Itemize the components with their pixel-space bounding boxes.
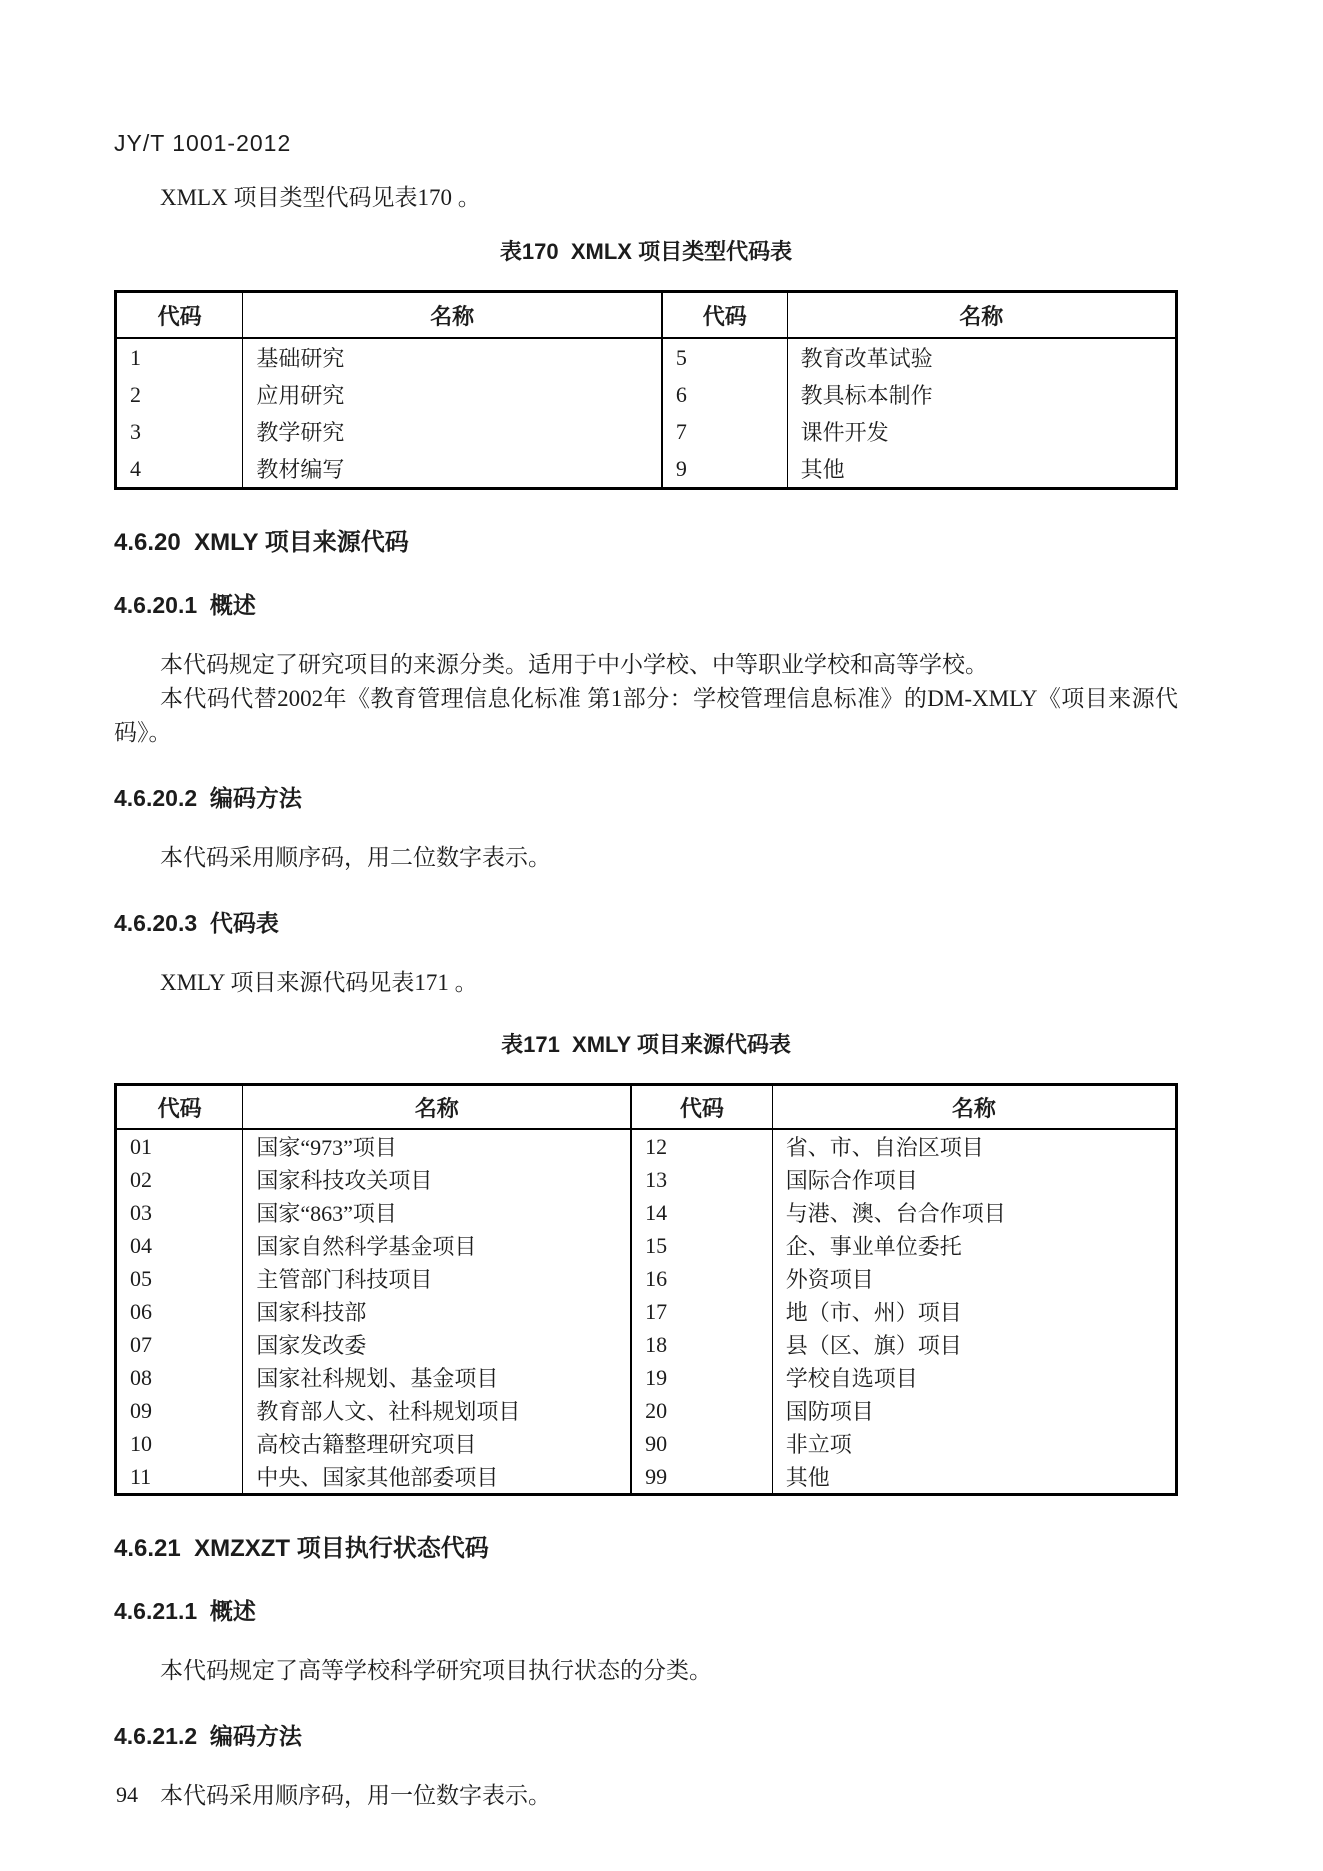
- column-header-code: 代码: [631, 1085, 772, 1130]
- column-header-name: 名称: [243, 292, 662, 339]
- column-header-name: 名称: [772, 1085, 1176, 1130]
- table-cell: 3: [130, 418, 141, 444]
- doc-code: JY/T 1001-2012: [114, 130, 292, 156]
- table-row: [116, 1394, 1177, 1427]
- table-cell: 13: [631, 1163, 772, 1196]
- table-row: [116, 413, 1177, 450]
- table-cell: 05: [130, 1265, 152, 1291]
- table-cell: 教育改革试验: [787, 338, 1176, 376]
- table-cell: 国家“863”项目: [243, 1196, 631, 1229]
- table-row: [116, 338, 1177, 376]
- table-row: [116, 1262, 1177, 1295]
- coding-method-paragraph: 本代码采用顺序码，用一位数字表示。: [160, 1783, 551, 1808]
- column-header-code: 代码: [116, 1085, 243, 1130]
- table-cell: 高校古籍整理研究项目: [243, 1427, 631, 1460]
- table-cell: 主管部门科技项目: [243, 1262, 631, 1295]
- table-cell: 10: [130, 1430, 152, 1456]
- section-4-6-20-3-title: 4.6.20.3 代码表: [114, 910, 279, 936]
- table-cell: 18: [631, 1328, 772, 1361]
- table-cell: 9: [662, 450, 787, 489]
- table-cell: 90: [631, 1427, 772, 1460]
- xmly-project-source-code-table: [114, 1083, 1178, 1496]
- table-cell: 国际合作项目: [772, 1163, 1176, 1196]
- table-cell: 应用研究: [243, 376, 662, 413]
- table-cell: 国家“973”项目: [243, 1129, 631, 1163]
- page-number: 94: [116, 1782, 138, 1807]
- table170-intro: XMLX 项目类型代码见表170 。: [160, 185, 481, 210]
- table-cell: 15: [631, 1229, 772, 1262]
- column-header-code: 代码: [662, 292, 787, 339]
- table-cell: 教育部人文、社科规划项目: [243, 1394, 631, 1427]
- overview-paragraph-1: 本代码规定了研究项目的来源分类。适用于中小学校、中等职业学校和高等学校。: [160, 652, 988, 677]
- table-cell: 04: [130, 1232, 152, 1258]
- table-row: [116, 1196, 1177, 1229]
- table-header-row: [116, 292, 1177, 339]
- table-cell: 06: [130, 1298, 152, 1324]
- table-cell: 16: [631, 1262, 772, 1295]
- table-cell: 教学研究: [243, 413, 662, 450]
- section-4-6-21-1-title: 4.6.21.1 概述: [114, 1598, 256, 1624]
- table-cell: 教材编写: [243, 450, 662, 489]
- table-cell: 01: [130, 1133, 152, 1159]
- table-cell: 09: [130, 1397, 152, 1423]
- table-cell: 教具标本制作: [787, 376, 1176, 413]
- table-cell: 地（市、州）项目: [772, 1295, 1176, 1328]
- table-cell: 7: [662, 413, 787, 450]
- table-row: [116, 450, 1177, 489]
- table-row: [116, 1328, 1177, 1361]
- table-cell: 企、事业单位委托: [772, 1229, 1176, 1262]
- section-4-6-20-1-title: 4.6.20.1 概述: [114, 592, 256, 618]
- table-cell: 课件开发: [787, 413, 1176, 450]
- table-cell: 19: [631, 1361, 772, 1394]
- table170-caption: 表170 XMLX 项目类型代码表: [499, 239, 793, 264]
- table-cell: 17: [631, 1295, 772, 1328]
- table-cell: 1: [130, 344, 141, 370]
- table-cell: 11: [130, 1463, 152, 1489]
- table-row: [116, 1163, 1177, 1196]
- column-header-name: 名称: [243, 1085, 631, 1130]
- section-4-6-21-title: 4.6.21 XMZXZT 项目执行状态代码: [114, 1535, 489, 1562]
- table-cell: 国家自然科学基金项目: [243, 1229, 631, 1262]
- table-cell: 6: [662, 376, 787, 413]
- table-cell: 国家科技攻关项目: [243, 1163, 631, 1196]
- overview-paragraph: 本代码规定了高等学校科学研究项目执行状态的分类。: [160, 1658, 712, 1683]
- table-cell: 03: [130, 1199, 152, 1225]
- table-cell: 12: [631, 1129, 772, 1163]
- column-header-code: 代码: [116, 292, 243, 339]
- table-row: [116, 1295, 1177, 1328]
- table-cell: 14: [631, 1196, 772, 1229]
- table-cell: 08: [130, 1364, 152, 1390]
- column-header-name: 名称: [787, 292, 1176, 339]
- section-4-6-21-2: [114, 1718, 1178, 1813]
- table-cell: 国家科技部: [243, 1295, 631, 1328]
- xmlx-project-type-code-table: [114, 290, 1178, 490]
- table-cell: 其他: [772, 1460, 1176, 1495]
- section-4-6-20-3: [114, 905, 1178, 1000]
- coding-method-paragraph: 本代码采用顺序码，用二位数字表示。: [160, 845, 551, 870]
- table-row: [116, 1229, 1177, 1262]
- section-4-6-21-1: [114, 1593, 1178, 1688]
- table-cell: 其他: [787, 450, 1176, 489]
- table-cell: 学校自选项目: [772, 1361, 1176, 1394]
- section-4-6-21-2-title: 4.6.21.2 编码方法: [114, 1723, 302, 1749]
- table-cell: 国家社科规划、基金项目: [243, 1361, 631, 1394]
- section-4-6-20-2-title: 4.6.20.2 编码方法: [114, 785, 302, 811]
- table-cell: 02: [130, 1166, 152, 1192]
- section-4-6-20-title: 4.6.20 XMLY 项目来源代码: [114, 529, 409, 556]
- table-cell: 与港、澳、台合作项目: [772, 1196, 1176, 1229]
- table-cell: 07: [130, 1331, 152, 1357]
- table-row: [116, 1129, 1177, 1163]
- table-cell: 4: [130, 455, 141, 481]
- table-cell: 国防项目: [772, 1394, 1176, 1427]
- overview-paragraph-2: 本代码代替2002年《教育管理信息化标准 第1部分：学校管理信息标准》的DM-XMLY《项目来源代码》。: [114, 686, 1178, 745]
- table-cell: 2: [130, 381, 141, 407]
- section-4-6-20-1: [114, 587, 1178, 750]
- table-cell: 非立项: [772, 1427, 1176, 1460]
- table-cell: 中央、国家其他部委项目: [243, 1460, 631, 1495]
- table-cell: 99: [631, 1460, 772, 1495]
- table-cell: 国家发改委: [243, 1328, 631, 1361]
- table-row: [116, 1361, 1177, 1394]
- table-cell: 20: [631, 1394, 772, 1427]
- table171-caption: 表171 XMLY 项目来源代码表: [501, 1032, 791, 1057]
- table-row: [116, 1427, 1177, 1460]
- code-table-intro-paragraph: XMLY 项目来源代码见表171 。: [160, 970, 478, 995]
- table-cell: 省、市、自治区项目: [772, 1129, 1176, 1163]
- table-cell: 基础研究: [243, 338, 662, 376]
- table-row: [116, 376, 1177, 413]
- table-cell: 外资项目: [772, 1262, 1176, 1295]
- table-header-row: [116, 1085, 1177, 1130]
- table-cell: 县（区、旗）项目: [772, 1328, 1176, 1361]
- table-cell: 5: [662, 338, 787, 376]
- section-4-6-20-2: [114, 780, 1178, 875]
- table-row: [116, 1460, 1177, 1495]
